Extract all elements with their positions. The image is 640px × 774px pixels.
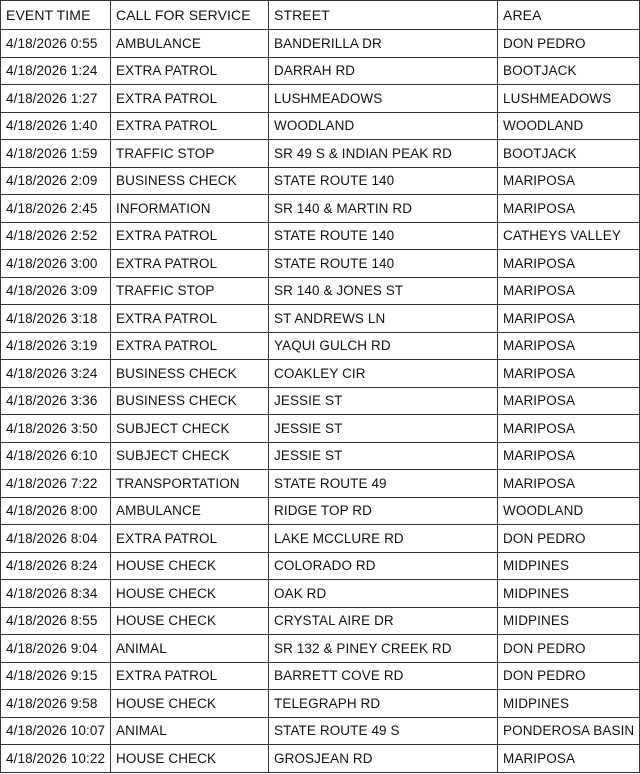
call-for-service-cell: HOUSE CHECK — [111, 690, 269, 718]
call-for-service-cell: EXTRA PATROL — [111, 57, 269, 85]
area-cell: BOOTJACK — [498, 57, 640, 85]
table-row — [1, 112, 640, 140]
call-for-service-cell: HOUSE CHECK — [111, 607, 269, 635]
table-row — [1, 635, 640, 663]
street-cell: SR 140 & JONES ST — [269, 277, 498, 305]
area-cell: MARIPOSA — [498, 470, 640, 498]
event-time-cell: 4/18/2026 10:22 — [1, 745, 111, 773]
street-cell: SR 140 & MARTIN RD — [269, 195, 498, 223]
area-cell: PONDEROSA BASIN — [498, 717, 640, 745]
area-cell: DON PEDRO — [498, 635, 640, 663]
event-time-cell: 4/18/2026 1:24 — [1, 57, 111, 85]
area-cell: MARIPOSA — [498, 250, 640, 278]
table-body — [1, 30, 640, 773]
event-time-cell: 4/18/2026 1:27 — [1, 85, 111, 113]
table-row — [1, 497, 640, 525]
call-for-service-cell: INFORMATION — [111, 195, 269, 223]
street-cell: BANDERILLA DR — [269, 30, 498, 58]
table-row — [1, 662, 640, 690]
table-row — [1, 690, 640, 718]
area-cell: MARIPOSA — [498, 277, 640, 305]
event-time-cell: 4/18/2026 9:58 — [1, 690, 111, 718]
event-time-cell: 4/18/2026 7:22 — [1, 470, 111, 498]
area-cell: MARIPOSA — [498, 415, 640, 443]
table-row — [1, 552, 640, 580]
street-cell: JESSIE ST — [269, 387, 498, 415]
street-cell: CRYSTAL AIRE DR — [269, 607, 498, 635]
street-cell: STATE ROUTE 140 — [269, 222, 498, 250]
event-time-cell: 4/18/2026 8:55 — [1, 607, 111, 635]
area-cell: MARIPOSA — [498, 360, 640, 388]
street-cell: TELEGRAPH RD — [269, 690, 498, 718]
street-cell: WOODLAND — [269, 112, 498, 140]
call-for-service-cell: HOUSE CHECK — [111, 552, 269, 580]
street-cell: STATE ROUTE 49 S — [269, 717, 498, 745]
street-cell: BARRETT COVE RD — [269, 662, 498, 690]
area-cell: MARIPOSA — [498, 167, 640, 195]
event-time-cell: 4/18/2026 0:55 — [1, 30, 111, 58]
area-cell: MIDPINES — [498, 607, 640, 635]
event-time-cell: 4/18/2026 3:19 — [1, 332, 111, 360]
area-cell: MARIPOSA — [498, 387, 640, 415]
street-cell: COLORADO RD — [269, 552, 498, 580]
call-for-service-cell: BUSINESS CHECK — [111, 387, 269, 415]
table-row — [1, 387, 640, 415]
street-cell: YAQUI GULCH RD — [269, 332, 498, 360]
event-time-cell: 4/18/2026 8:00 — [1, 497, 111, 525]
table-row — [1, 360, 640, 388]
area-cell: MIDPINES — [498, 690, 640, 718]
call-for-service-cell: HOUSE CHECK — [111, 745, 269, 773]
table-row — [1, 745, 640, 773]
street-cell: STATE ROUTE 140 — [269, 250, 498, 278]
header-row — [1, 1, 640, 30]
area-cell: MARIPOSA — [498, 442, 640, 470]
event-time-cell: 4/18/2026 8:04 — [1, 525, 111, 553]
event-time-cell: 4/18/2026 9:15 — [1, 662, 111, 690]
street-cell: RIDGE TOP RD — [269, 497, 498, 525]
table-row — [1, 442, 640, 470]
call-for-service-cell: SUBJECT CHECK — [111, 415, 269, 443]
call-for-service-cell: TRAFFIC STOP — [111, 277, 269, 305]
table-row — [1, 470, 640, 498]
event-time-cell: 4/18/2026 2:45 — [1, 195, 111, 223]
table-row — [1, 415, 640, 443]
event-time-header: EVENT TIME — [1, 1, 111, 30]
street-cell: DARRAH RD — [269, 57, 498, 85]
call-for-service-cell: EXTRA PATROL — [111, 662, 269, 690]
event-time-cell: 4/18/2026 3:50 — [1, 415, 111, 443]
table-row — [1, 222, 640, 250]
event-time-cell: 4/18/2026 3:18 — [1, 305, 111, 333]
table-row — [1, 525, 640, 553]
event-time-cell: 4/18/2026 6:10 — [1, 442, 111, 470]
call-for-service-header: CALL FOR SERVICE — [111, 1, 269, 30]
street-cell: COAKLEY CIR — [269, 360, 498, 388]
area-cell: MARIPOSA — [498, 332, 640, 360]
call-for-service-cell: TRANSPORTATION — [111, 470, 269, 498]
event-time-cell: 4/18/2026 2:52 — [1, 222, 111, 250]
street-header: STREET — [269, 1, 498, 30]
event-time-cell: 4/18/2026 8:34 — [1, 580, 111, 608]
call-for-service-cell: EXTRA PATROL — [111, 222, 269, 250]
event-time-cell: 4/18/2026 9:04 — [1, 635, 111, 663]
table-row — [1, 57, 640, 85]
call-for-service-cell: EXTRA PATROL — [111, 525, 269, 553]
area-cell: DON PEDRO — [498, 30, 640, 58]
call-for-service-cell: AMBULANCE — [111, 30, 269, 58]
event-time-cell: 4/18/2026 1:59 — [1, 140, 111, 168]
area-cell: MIDPINES — [498, 580, 640, 608]
area-cell: LUSHMEADOWS — [498, 85, 640, 113]
table-header — [1, 1, 640, 30]
event-time-cell: 4/18/2026 3:09 — [1, 277, 111, 305]
call-for-service-cell: ANIMAL — [111, 635, 269, 663]
street-cell: ST ANDREWS LN — [269, 305, 498, 333]
call-for-service-cell: EXTRA PATROL — [111, 112, 269, 140]
street-cell: SR 49 S & INDIAN PEAK RD — [269, 140, 498, 168]
street-cell: STATE ROUTE 49 — [269, 470, 498, 498]
table-row — [1, 607, 640, 635]
street-cell: STATE ROUTE 140 — [269, 167, 498, 195]
area-header: AREA — [498, 1, 640, 30]
table-row — [1, 250, 640, 278]
table-row — [1, 332, 640, 360]
call-for-service-cell: EXTRA PATROL — [111, 85, 269, 113]
street-cell: GROSJEAN RD — [269, 745, 498, 773]
area-cell: MIDPINES — [498, 552, 640, 580]
call-for-service-cell: EXTRA PATROL — [111, 250, 269, 278]
area-cell: WOODLAND — [498, 112, 640, 140]
area-cell: CATHEYS VALLEY — [498, 222, 640, 250]
area-cell: DON PEDRO — [498, 662, 640, 690]
table-row — [1, 195, 640, 223]
event-time-cell: 4/18/2026 3:36 — [1, 387, 111, 415]
call-for-service-cell: HOUSE CHECK — [111, 580, 269, 608]
table-row — [1, 717, 640, 745]
call-for-service-cell: TRAFFIC STOP — [111, 140, 269, 168]
street-cell: LAKE MCCLURE RD — [269, 525, 498, 553]
table-row — [1, 85, 640, 113]
table-row — [1, 30, 640, 58]
table-row — [1, 277, 640, 305]
event-time-cell: 4/18/2026 2:09 — [1, 167, 111, 195]
table-row — [1, 140, 640, 168]
street-cell: SR 132 & PINEY CREEK RD — [269, 635, 498, 663]
event-time-cell: 4/18/2026 3:00 — [1, 250, 111, 278]
call-for-service-cell: ANIMAL — [111, 717, 269, 745]
call-for-service-cell: SUBJECT CHECK — [111, 442, 269, 470]
street-cell: JESSIE ST — [269, 415, 498, 443]
table-row — [1, 167, 640, 195]
call-for-service-cell: BUSINESS CHECK — [111, 167, 269, 195]
event-time-cell: 4/18/2026 3:24 — [1, 360, 111, 388]
area-cell: WOODLAND — [498, 497, 640, 525]
area-cell: MARIPOSA — [498, 745, 640, 773]
area-cell: DON PEDRO — [498, 525, 640, 553]
call-for-service-cell: BUSINESS CHECK — [111, 360, 269, 388]
street-cell: OAK RD — [269, 580, 498, 608]
call-for-service-cell: EXTRA PATROL — [111, 332, 269, 360]
table-row — [1, 580, 640, 608]
call-for-service-cell: EXTRA PATROL — [111, 305, 269, 333]
area-cell: BOOTJACK — [498, 140, 640, 168]
area-cell: MARIPOSA — [498, 195, 640, 223]
event-time-cell: 4/18/2026 10:07 — [1, 717, 111, 745]
street-cell: LUSHMEADOWS — [269, 85, 498, 113]
street-cell: JESSIE ST — [269, 442, 498, 470]
call-for-service-cell: AMBULANCE — [111, 497, 269, 525]
table-row — [1, 305, 640, 333]
area-cell: MARIPOSA — [498, 305, 640, 333]
event-time-cell: 4/18/2026 1:40 — [1, 112, 111, 140]
event-time-cell: 4/18/2026 8:24 — [1, 552, 111, 580]
